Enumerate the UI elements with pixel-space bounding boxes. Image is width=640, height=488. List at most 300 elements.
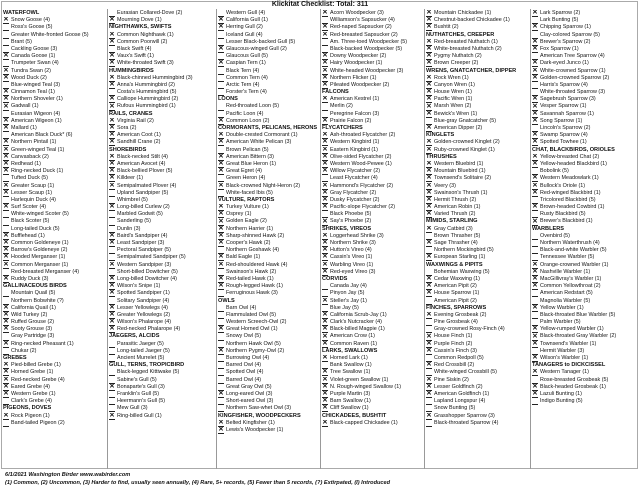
empty-checkbox[interactable] [218, 362, 224, 369]
species-row[interactable] [426, 233, 530, 240]
species-row[interactable] [532, 96, 638, 103]
species-row[interactable] [426, 147, 530, 154]
species-row[interactable] [109, 154, 215, 161]
checked-mark-icon[interactable]: ✕ [426, 362, 432, 369]
species-row[interactable] [3, 211, 107, 218]
empty-checkbox[interactable] [3, 60, 9, 67]
species-row[interactable] [426, 254, 530, 261]
species-row[interactable] [218, 118, 320, 125]
species-row[interactable] [322, 384, 424, 391]
species-row[interactable] [322, 305, 424, 312]
species-row[interactable] [218, 139, 320, 146]
empty-checkbox[interactable] [218, 82, 224, 89]
species-row[interactable] [3, 276, 107, 283]
species-row[interactable] [532, 46, 638, 53]
species-row[interactable] [218, 341, 320, 348]
checked-mark-icon[interactable]: ✕ [426, 390, 432, 398]
checked-mark-icon[interactable]: ✕ [322, 218, 328, 225]
species-row[interactable] [109, 204, 215, 211]
species-row[interactable] [322, 204, 424, 211]
checked-mark-icon[interactable]: ✕ [3, 326, 9, 333]
checked-mark-icon[interactable]: ✕ [3, 304, 9, 311]
checked-mark-icon[interactable]: ✕ [322, 419, 328, 426]
species-row[interactable] [109, 132, 215, 139]
checked-mark-icon[interactable]: ✕ [532, 139, 538, 146]
species-row[interactable] [109, 341, 215, 348]
empty-checkbox[interactable] [218, 369, 224, 376]
checked-mark-icon[interactable]: ✕ [3, 168, 9, 175]
species-row[interactable] [109, 377, 215, 384]
species-row[interactable] [532, 333, 638, 340]
checked-mark-icon[interactable]: ✕ [3, 125, 9, 132]
checked-mark-icon[interactable]: ✕ [532, 326, 538, 333]
checked-mark-icon[interactable]: ✕ [532, 369, 538, 376]
checked-mark-icon[interactable]: ✕ [426, 60, 432, 67]
species-row[interactable] [109, 53, 215, 60]
empty-checkbox[interactable] [3, 290, 9, 297]
species-row[interactable] [218, 168, 320, 175]
empty-checkbox[interactable] [218, 398, 224, 405]
species-row[interactable] [532, 168, 638, 175]
species-row[interactable] [532, 161, 638, 168]
checked-mark-icon[interactable]: ✕ [426, 45, 432, 53]
empty-checkbox[interactable] [109, 219, 115, 226]
species-row[interactable] [426, 17, 530, 24]
checked-mark-icon[interactable]: ✕ [532, 383, 538, 390]
species-row[interactable] [218, 405, 320, 412]
checked-mark-icon[interactable]: ✕ [322, 182, 328, 189]
species-row[interactable] [532, 298, 638, 305]
species-row[interactable] [532, 190, 638, 197]
species-row[interactable] [109, 17, 215, 24]
species-row[interactable] [322, 154, 424, 161]
checked-mark-icon[interactable]: ✕ [322, 74, 328, 81]
species-row[interactable] [532, 312, 638, 319]
species-row[interactable] [532, 348, 638, 355]
checked-mark-icon[interactable]: ✕ [3, 53, 9, 60]
species-row[interactable] [426, 326, 530, 333]
species-row[interactable] [109, 290, 215, 297]
species-row[interactable] [218, 53, 320, 60]
species-row[interactable] [532, 139, 638, 146]
species-row[interactable] [3, 190, 107, 197]
checked-mark-icon[interactable]: ✕ [532, 160, 538, 168]
checked-mark-icon[interactable]: ✕ [218, 254, 224, 261]
checked-mark-icon[interactable]: ✕ [322, 96, 328, 103]
checked-mark-icon[interactable]: ✕ [532, 24, 538, 31]
empty-checkbox[interactable] [532, 17, 538, 24]
empty-checkbox[interactable] [218, 175, 224, 182]
species-row[interactable] [322, 247, 424, 254]
species-row[interactable] [426, 341, 530, 348]
checked-mark-icon[interactable]: ✕ [109, 240, 115, 247]
checked-mark-icon[interactable]: ✕ [322, 240, 328, 247]
species-row[interactable] [109, 139, 215, 146]
checked-mark-icon[interactable]: ✕ [532, 38, 538, 45]
species-row[interactable] [218, 254, 320, 261]
species-row[interactable] [218, 147, 320, 154]
species-row[interactable] [322, 362, 424, 369]
checked-mark-icon[interactable]: ✕ [322, 326, 328, 333]
empty-checkbox[interactable] [218, 190, 224, 197]
empty-checkbox[interactable] [426, 247, 432, 254]
checked-mark-icon[interactable]: ✕ [218, 17, 224, 24]
empty-checkbox[interactable] [109, 348, 115, 355]
checked-mark-icon[interactable]: ✕ [3, 240, 9, 247]
checked-mark-icon[interactable]: ✕ [3, 67, 9, 74]
species-row[interactable] [3, 377, 107, 384]
empty-checkbox[interactable] [109, 211, 115, 218]
species-row[interactable] [109, 75, 215, 82]
checked-mark-icon[interactable]: ✕ [3, 189, 9, 196]
species-row[interactable] [218, 82, 320, 89]
species-row[interactable] [3, 154, 107, 161]
checked-mark-icon[interactable]: ✕ [322, 268, 328, 275]
species-row[interactable] [218, 218, 320, 225]
checked-mark-icon[interactable]: ✕ [109, 168, 115, 175]
species-row[interactable] [322, 298, 424, 305]
empty-checkbox[interactable] [532, 247, 538, 254]
species-row[interactable] [426, 10, 530, 17]
species-row[interactable] [532, 247, 638, 254]
empty-checkbox[interactable] [3, 226, 9, 233]
species-row[interactable] [218, 190, 320, 197]
species-row[interactable] [218, 420, 320, 427]
species-row[interactable] [218, 326, 320, 333]
species-row[interactable] [322, 68, 424, 75]
species-row[interactable] [3, 341, 107, 348]
checked-mark-icon[interactable]: ✕ [218, 204, 224, 211]
species-row[interactable] [109, 247, 215, 254]
species-row[interactable] [322, 175, 424, 182]
species-row[interactable] [426, 96, 530, 103]
species-row[interactable] [218, 103, 320, 110]
species-row[interactable] [109, 82, 215, 89]
checked-mark-icon[interactable]: ✕ [426, 110, 432, 117]
checked-mark-icon[interactable]: ✕ [426, 211, 432, 218]
species-row[interactable] [109, 39, 215, 46]
checked-mark-icon[interactable]: ✕ [322, 319, 328, 326]
species-row[interactable] [532, 384, 638, 391]
checked-mark-icon[interactable]: ✕ [3, 117, 9, 124]
species-row[interactable] [109, 190, 215, 197]
species-row[interactable] [322, 17, 424, 24]
checked-mark-icon[interactable]: ✕ [322, 132, 328, 139]
checked-mark-icon[interactable]: ✕ [109, 175, 115, 182]
checked-mark-icon[interactable]: ✕ [532, 153, 538, 160]
checked-mark-icon[interactable]: ✕ [3, 362, 9, 369]
empty-checkbox[interactable] [218, 53, 224, 60]
checked-mark-icon[interactable]: ✕ [109, 74, 115, 81]
species-row[interactable] [426, 53, 530, 60]
checked-mark-icon[interactable]: ✕ [322, 333, 328, 340]
species-row[interactable] [3, 75, 107, 82]
checked-mark-icon[interactable]: ✕ [532, 67, 538, 74]
species-row[interactable] [109, 319, 215, 326]
checked-mark-icon[interactable]: ✕ [322, 117, 328, 124]
species-row[interactable] [3, 226, 107, 233]
checked-mark-icon[interactable]: ✕ [218, 326, 224, 333]
species-row[interactable] [322, 75, 424, 82]
empty-checkbox[interactable] [3, 348, 9, 355]
species-row[interactable] [532, 305, 638, 312]
empty-checkbox[interactable] [109, 197, 115, 204]
checked-mark-icon[interactable]: ✕ [109, 290, 115, 297]
species-row[interactable] [426, 46, 530, 53]
species-row[interactable] [218, 75, 320, 82]
species-row[interactable] [532, 53, 638, 60]
empty-checkbox[interactable] [426, 298, 432, 305]
species-row[interactable] [3, 269, 107, 276]
checked-mark-icon[interactable]: ✕ [109, 103, 115, 110]
checked-mark-icon[interactable]: ✕ [3, 146, 9, 153]
empty-checkbox[interactable] [3, 132, 9, 139]
checked-mark-icon[interactable]: ✕ [109, 304, 115, 311]
species-row[interactable] [109, 398, 215, 405]
species-row[interactable] [322, 355, 424, 362]
empty-checkbox[interactable] [109, 190, 115, 197]
species-row[interactable] [532, 68, 638, 75]
checked-mark-icon[interactable]: ✕ [109, 204, 115, 211]
species-row[interactable] [532, 233, 638, 240]
checked-mark-icon[interactable]: ✕ [218, 240, 224, 247]
empty-checkbox[interactable] [109, 398, 115, 405]
checked-mark-icon[interactable]: ✕ [426, 175, 432, 182]
species-row[interactable] [218, 247, 320, 254]
species-row[interactable] [3, 298, 107, 305]
species-row[interactable] [426, 60, 530, 67]
species-row[interactable] [426, 211, 530, 218]
checked-mark-icon[interactable]: ✕ [426, 168, 432, 175]
species-row[interactable] [322, 326, 424, 333]
checked-mark-icon[interactable]: ✕ [3, 311, 9, 318]
species-row[interactable] [532, 197, 638, 204]
species-row[interactable] [218, 283, 320, 290]
species-row[interactable] [109, 355, 215, 362]
checked-mark-icon[interactable]: ✕ [218, 60, 224, 67]
species-row[interactable] [532, 254, 638, 261]
checked-mark-icon[interactable]: ✕ [109, 326, 115, 333]
checked-mark-icon[interactable]: ✕ [322, 254, 328, 261]
species-row[interactable] [426, 240, 530, 247]
checked-mark-icon[interactable]: ✕ [109, 31, 115, 38]
checked-mark-icon[interactable]: ✕ [3, 204, 9, 211]
empty-checkbox[interactable] [218, 341, 224, 348]
species-row[interactable] [109, 89, 215, 96]
species-row[interactable] [109, 240, 215, 247]
empty-checkbox[interactable] [322, 290, 328, 297]
checked-mark-icon[interactable]: ✕ [218, 275, 224, 283]
empty-checkbox[interactable] [426, 319, 432, 326]
checked-mark-icon[interactable]: ✕ [322, 311, 328, 318]
checked-mark-icon[interactable]: ✕ [322, 10, 328, 17]
species-row[interactable] [426, 398, 530, 405]
checked-mark-icon[interactable]: ✕ [426, 340, 432, 347]
empty-checkbox[interactable] [532, 319, 538, 326]
checked-mark-icon[interactable]: ✕ [3, 139, 9, 146]
checked-mark-icon[interactable]: ✕ [426, 160, 432, 168]
checked-mark-icon[interactable]: ✕ [426, 24, 432, 31]
checked-mark-icon[interactable]: ✕ [109, 319, 115, 326]
species-row[interactable] [218, 175, 320, 182]
species-row[interactable] [532, 125, 638, 132]
species-row[interactable] [532, 154, 638, 161]
empty-checkbox[interactable] [532, 348, 538, 355]
checked-mark-icon[interactable]: ✕ [218, 390, 224, 398]
checked-mark-icon[interactable]: ✕ [426, 347, 432, 354]
checked-mark-icon[interactable]: ✕ [322, 297, 328, 304]
species-row[interactable] [218, 348, 320, 355]
empty-checkbox[interactable] [218, 104, 224, 111]
empty-checkbox[interactable] [532, 32, 538, 39]
empty-checkbox[interactable] [532, 398, 538, 405]
checked-mark-icon[interactable]: ✕ [3, 390, 9, 398]
species-row[interactable] [322, 190, 424, 197]
species-row[interactable] [322, 391, 424, 398]
species-row[interactable] [109, 348, 215, 355]
checked-mark-icon[interactable]: ✕ [322, 247, 328, 254]
empty-checkbox[interactable] [3, 334, 9, 341]
checked-mark-icon[interactable]: ✕ [109, 53, 115, 60]
species-row[interactable] [218, 32, 320, 39]
checked-mark-icon[interactable]: ✕ [218, 168, 224, 175]
empty-checkbox[interactable] [109, 355, 115, 362]
species-row[interactable] [532, 269, 638, 276]
empty-checkbox[interactable] [426, 118, 432, 125]
species-row[interactable] [532, 377, 638, 384]
empty-checkbox[interactable] [322, 362, 328, 369]
species-row[interactable] [109, 10, 215, 17]
checked-mark-icon[interactable]: ✕ [532, 60, 538, 67]
checked-mark-icon[interactable]: ✕ [218, 225, 224, 232]
species-row[interactable] [532, 89, 638, 96]
species-row[interactable] [322, 147, 424, 154]
species-row[interactable] [218, 60, 320, 67]
checked-mark-icon[interactable]: ✕ [532, 189, 538, 196]
species-row[interactable] [322, 60, 424, 67]
species-row[interactable] [426, 247, 530, 254]
species-row[interactable] [322, 398, 424, 405]
species-row[interactable] [109, 168, 215, 175]
checked-mark-icon[interactable]: ✕ [218, 283, 224, 290]
checked-mark-icon[interactable]: ✕ [3, 153, 9, 160]
empty-checkbox[interactable] [218, 305, 224, 312]
species-row[interactable] [426, 312, 530, 319]
species-row[interactable] [532, 10, 638, 17]
empty-checkbox[interactable] [532, 53, 538, 60]
empty-checkbox[interactable] [218, 384, 224, 391]
empty-checkbox[interactable] [218, 147, 224, 154]
species-row[interactable] [532, 218, 638, 225]
species-row[interactable] [426, 369, 530, 376]
species-row[interactable] [109, 233, 215, 240]
checked-mark-icon[interactable]: ✕ [3, 182, 9, 189]
empty-checkbox[interactable] [109, 89, 115, 96]
species-row[interactable] [109, 391, 215, 398]
species-row[interactable] [532, 319, 638, 326]
checked-mark-icon[interactable]: ✕ [3, 412, 9, 419]
species-row[interactable] [109, 254, 215, 261]
species-row[interactable] [322, 341, 424, 348]
checked-mark-icon[interactable]: ✕ [322, 355, 328, 362]
species-row[interactable] [426, 333, 530, 340]
species-row[interactable] [3, 46, 107, 53]
checked-mark-icon[interactable]: ✕ [322, 369, 328, 376]
checked-mark-icon[interactable]: ✕ [426, 204, 432, 211]
checked-mark-icon[interactable]: ✕ [532, 333, 538, 340]
checked-mark-icon[interactable]: ✕ [109, 60, 115, 67]
empty-checkbox[interactable] [109, 46, 115, 53]
checked-mark-icon[interactable]: ✕ [532, 117, 538, 124]
species-row[interactable] [109, 183, 215, 190]
checked-mark-icon[interactable]: ✕ [426, 196, 432, 203]
checked-mark-icon[interactable]: ✕ [532, 132, 538, 139]
empty-checkbox[interactable] [109, 226, 115, 233]
checked-mark-icon[interactable]: ✕ [322, 189, 328, 196]
species-row[interactable] [322, 161, 424, 168]
species-row[interactable] [3, 233, 107, 240]
species-row[interactable] [218, 369, 320, 376]
checked-mark-icon[interactable]: ✕ [109, 139, 115, 146]
checked-mark-icon[interactable]: ✕ [532, 204, 538, 211]
species-row[interactable] [218, 319, 320, 326]
checked-mark-icon[interactable]: ✕ [426, 412, 432, 419]
species-row[interactable] [218, 333, 320, 340]
species-row[interactable] [322, 46, 424, 53]
checked-mark-icon[interactable]: ✕ [426, 275, 432, 283]
empty-checkbox[interactable] [218, 68, 224, 75]
empty-checkbox[interactable] [322, 104, 328, 111]
species-row[interactable] [3, 183, 107, 190]
species-row[interactable] [3, 319, 107, 326]
species-row[interactable] [218, 233, 320, 240]
species-row[interactable] [426, 125, 530, 132]
checked-mark-icon[interactable]: ✕ [109, 153, 115, 160]
species-row[interactable] [109, 262, 215, 269]
species-row[interactable] [322, 290, 424, 297]
checked-mark-icon[interactable]: ✕ [426, 125, 432, 132]
checked-mark-icon[interactable]: ✕ [109, 17, 115, 24]
empty-checkbox[interactable] [218, 75, 224, 82]
checked-mark-icon[interactable]: ✕ [3, 247, 9, 254]
checked-mark-icon[interactable]: ✕ [322, 204, 328, 211]
species-row[interactable] [109, 161, 215, 168]
checked-mark-icon[interactable]: ✕ [322, 139, 328, 146]
checked-mark-icon[interactable]: ✕ [322, 146, 328, 153]
species-row[interactable] [109, 175, 215, 182]
checked-mark-icon[interactable]: ✕ [3, 103, 9, 110]
species-row[interactable] [218, 262, 320, 269]
checked-mark-icon[interactable]: ✕ [3, 232, 9, 239]
checked-mark-icon[interactable]: ✕ [109, 38, 115, 45]
species-row[interactable] [218, 427, 320, 434]
species-row[interactable] [426, 405, 530, 412]
species-row[interactable] [218, 154, 320, 161]
species-row[interactable] [322, 262, 424, 269]
checked-mark-icon[interactable]: ✕ [109, 160, 115, 168]
species-row[interactable] [218, 39, 320, 46]
checked-mark-icon[interactable]: ✕ [426, 283, 432, 290]
checked-mark-icon[interactable]: ✕ [322, 24, 328, 31]
species-row[interactable] [426, 197, 530, 204]
species-row[interactable] [218, 377, 320, 384]
species-row[interactable] [218, 161, 320, 168]
checked-mark-icon[interactable]: ✕ [218, 139, 224, 146]
species-row[interactable] [218, 240, 320, 247]
species-row[interactable] [109, 369, 215, 376]
empty-checkbox[interactable] [532, 298, 538, 305]
checked-mark-icon[interactable]: ✕ [322, 405, 328, 412]
